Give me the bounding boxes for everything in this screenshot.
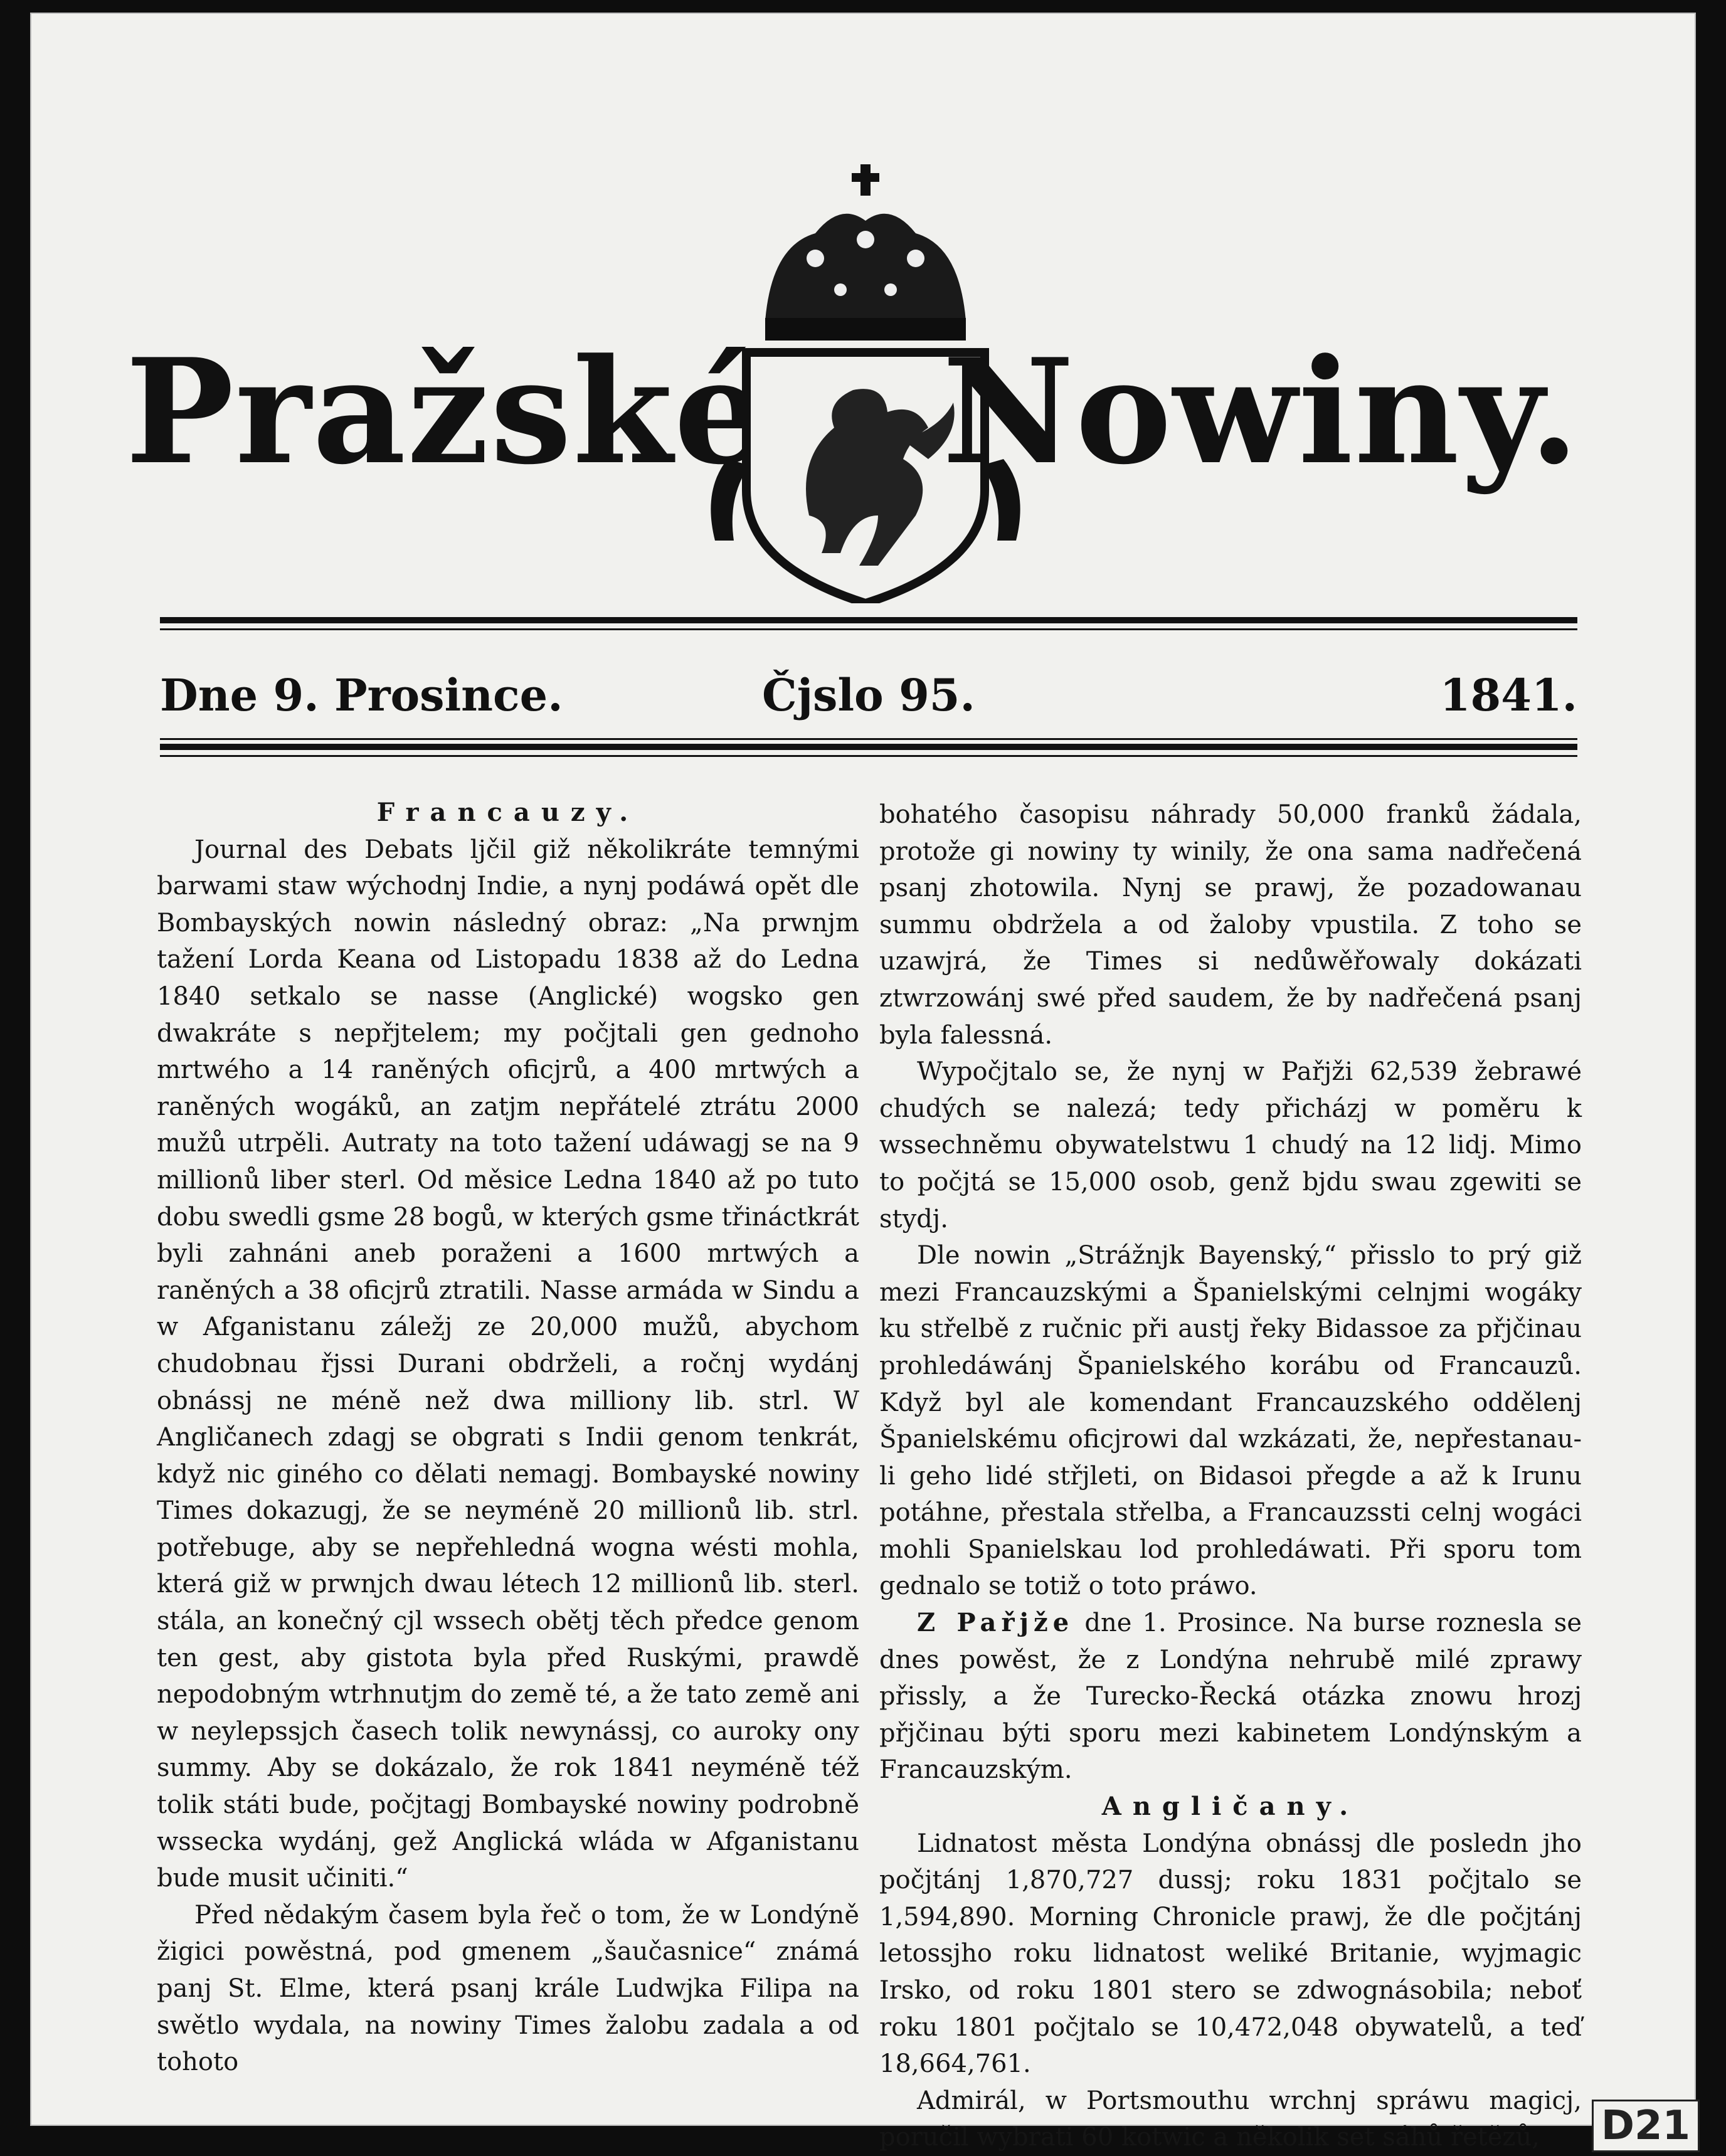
article-paragraph: Lidnatost města Londýna obnássj dle posledn jho počjtánj 1,870,727 dussj; roku 1831 počjtalo se 1,594,890. Morning Chronicle prawj, že dle počjtánj letossjho roku lidnatost weliké Britanie, wyjmagic Irsko, od roku 1801 stero se zdwognásobila; neboť roku 1801 počjtalo se 10,472,048 obywatelů, a teď 18,664,761.: [879, 1826, 1582, 2083]
article-text: dne 1. Prosince. Na burse roznesla se dnes powěst, že z Londýna nehrubě milé zprawy přissly, a že Turecko-Řecká otázka znowu hrozj přjčinau býti sporu mezi kabinetem Londýnským a Francauzským.: [879, 1609, 1582, 1784]
article-paragraph: Wypočjtalo se, že nynj w Pařjži 62,539 žebrawé chudých se nalezá; tedy přicházj w poměru k wssechněmu obywatelstwu 1 chudý na 12 lidj. Mimo to počjtá se 15,000 osob, genž bjdu swau zgewiti se stydj.: [879, 1054, 1582, 1237]
masthead-title-right: Nowiny.: [942, 340, 1580, 484]
article-paragraph: Dle nowin „Strážnjk Bayenský,“ přisslo to prý giž mezi Francauzskými a Španielskými celnjmi wogáky ku střelbě z ručnic při austj řeky Bidassoe za přjčinau prohledáwánj Španielského korábu od Francauzů. Když byl ale komendant Francauzského oddělenj Španielskému oficjrowi dal wzkázati, že, nepřestanau-li geho lidé střjleti, on Bidasoi přegde a až k Irunu potáhne, přestala střelba, a Francauzssti celnj wogáci mohli Spanielskau lod prohledáwati. Při sporu tom gednalo se totiž o toto práwo.: [879, 1237, 1582, 1605]
top-rule: [160, 617, 1577, 623]
article-paragraph: Journal des Debats ljčil giž několikráte temnými barwami staw wýchodnj Indie, a nynj podáwá opět dle Bombayských nowin následný obraz: „Na prwnjm tažení Lorda Keana od Listopadu 1838 až do Ledna 1840 setkalo se nasse (Anglické) wogsko gen dwakráte s nepřjtelem; my počjtali gen gednoho mrtwého a 14 raněných oficjrů, a 400 mrtwých a raněných wogáků, an zatjm nepřátelé ztrátu 2000 mužů utrpěli. Autraty na toto tažení udáwagj se na 9 millionů liber sterl. Od měsice Ledna 1840 až po tuto dobu swedli gsme 28 bogů, w kterých gsme třináctkrát byli zahnáni aneb poraženi a 1600 mrtwých a raněných a 38 oficjrů ztratili. Nasse armáda w Sindu a w Afganistanu záležj ze 20,000 mužů, abychom chudobnau řjssi Durani obdrželi, a ročnj wydánj obnássj ne méně než dwa milliony lib. strl. W Angličanech zdagj se obgrati s Indii genom tenkrát, když nic giného co dělati nemagj. Bombayské nowiny Times dokazugj, že se neyméně 20 millionů lib. strl. potřebuge, aby se nepřehledná wogna wésti mohla, která giž w prwnjch dwau létech 12 millionů lib. sterl. stála, an konečný cjl wssech obětj těch předce genom ten gest, aby gistota byla před Ruskými, prawdě nepodobným wtrhnutjm do země té, a že tato země ani w neylepssjch časech tolik newynássj, co aurokу ony summy. Aby se dokázalo, že rok 1841 neyméně též tolik státi bude, počjtagj Bombayské nowiny podrobně wssecka wydánj, gež Anglická wláda w Afganistanu bude musit učiniti.“: [157, 832, 859, 1897]
top-rule-thin: [160, 628, 1577, 630]
bottom-rule-thin: [160, 738, 1577, 740]
masthead-title-left: Pražské: [125, 340, 767, 484]
bottom-rule: [160, 744, 1577, 750]
bottom-rule-thin-2: [160, 755, 1577, 757]
article-paragraph: [879, 1605, 1582, 1789]
dateline: [160, 669, 1577, 726]
column-right: [879, 796, 1582, 2156]
dateline-place: Z Pařjže: [917, 1608, 1074, 1637]
issue-date: Dne 9. Prosince.: [160, 669, 563, 721]
section-heading-england: Angličany.: [879, 1789, 1582, 1826]
issue-number: Čjslo 95.: [762, 669, 975, 721]
issue-year: 1841.: [1440, 669, 1577, 721]
article-paragraph: Před nědakým časem byla řeč o tom, že w Londýně žigici powěstná, pod gmenem „šaučasnice“ známá panj St. Elme, která psanj krále Ludwjka Filipa na swětlo wydala, na nowiny Times žalobu zadala a od tohoto: [157, 1897, 859, 2081]
archive-stamp: D21: [1592, 2100, 1700, 2152]
article-paragraph: bohatého časopisu náhrady 50,000 franků žádala, protože gi nowiny ty winily, že ona sama nadřečená psanj zhotowila. Nynj se prawj, že pozadowanau summu obdržela a od žaloby vpustila. Z toho se uzawjrá, že Times si nedůwěřowaly dokázati ztwrzowánj swé před saudem, že by nadřečená psanj byla falessná.: [879, 796, 1582, 1054]
masthead: [125, 327, 1580, 515]
newspaper-page: [30, 13, 1696, 2126]
section-heading-france: Francauzy.: [157, 795, 859, 832]
article-paragraph: Admirál, w Portsmouthu wrchnj spráwu magicj, poručil wybrati 60 kotwic a několik set sáhů řetězů,: [879, 2083, 1582, 2156]
column-left: [157, 795, 859, 2081]
